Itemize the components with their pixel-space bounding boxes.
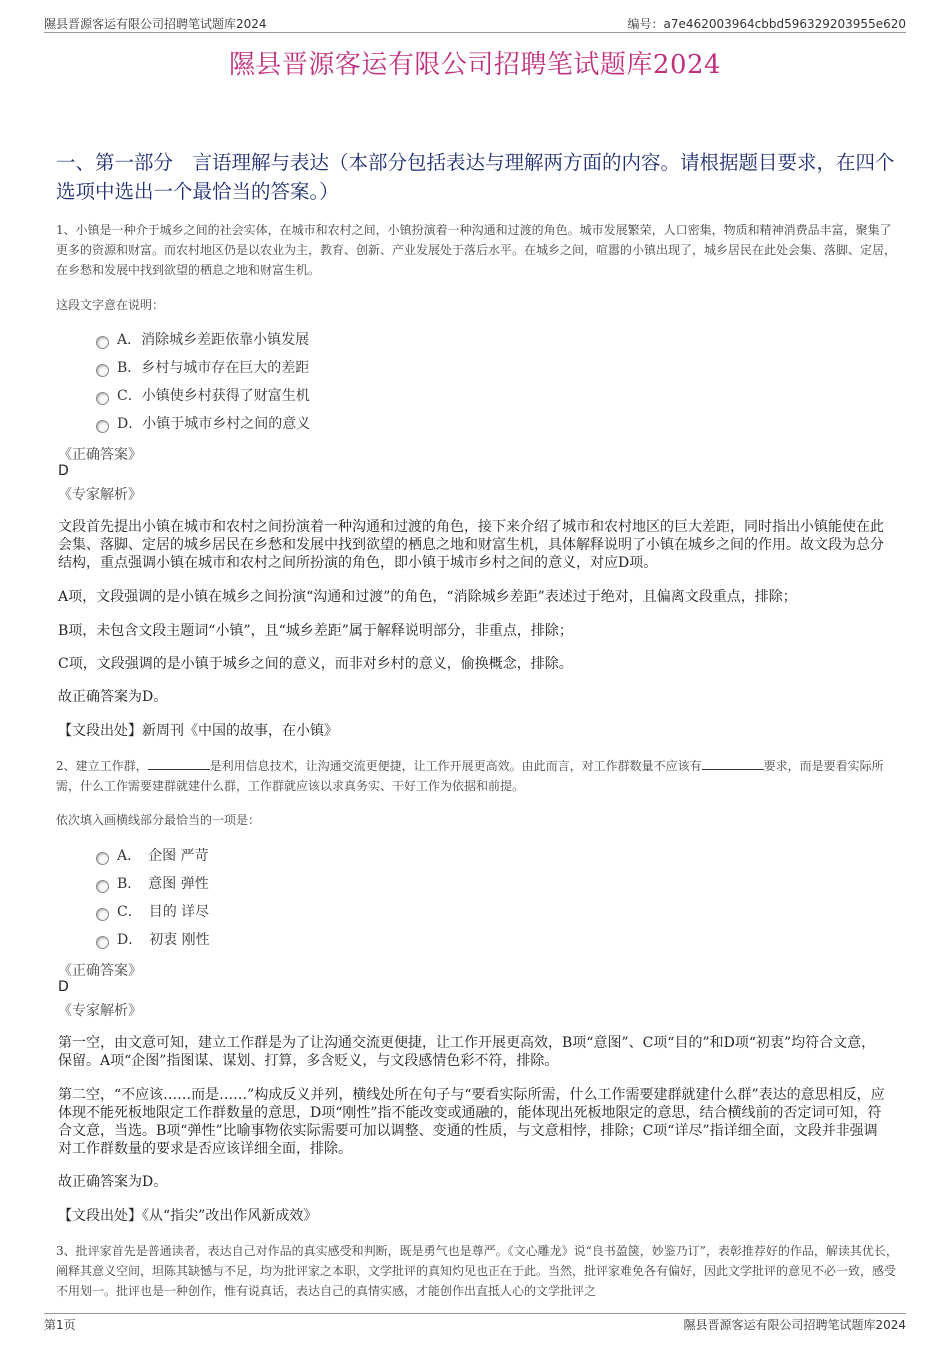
q2-analysis-p2: 第二空，“不应该……而是……”构成反义并列，横线处所在句子与“要看实际所需，什么工作需要建群就建什么群”表达的意思相反，应体现不能死板地限定工作群数量的意思，D项“刚性”指不能改变或通融的，能体现出死板地限定的意思，结合横线前的否定词可知，符合文意，当选。B项“弹性”比喻事物依实际需要可加以调整、变通的性质，与文意相悖，排除；C项“详尽”指详细全面，文段并非强调对工作群数量的要求是否应该详细全面，排除。 — [58, 1087, 885, 1157]
document-title: 隰县晋源客运有限公司招聘笔试题库2024 — [228, 50, 722, 80]
question-2-stem — [56, 756, 901, 796]
header-title: 隰县晋源客运有限公司招聘笔试题库2024 — [44, 17, 267, 31]
q2-analysis-p1: 第一空，由文意可知，建立工作群是为了让沟通交流更便捷，让工作开展更高效，B项“意图”、C项“目的”和D项“初衷”均符合文意，保留。A项“企图”指图谋、谋划、打算，多含贬义，与文段感情色彩不符，排除。 — [58, 1035, 876, 1069]
option-label: C．小镇使乡村获得了财富生机 — [117, 388, 310, 404]
option-label: D． 初衷 刚性 — [117, 932, 210, 948]
option-label: C． 目的 详尽 — [117, 904, 210, 920]
question-1-prompt: 这段文字意在说明： — [56, 298, 165, 312]
q2-answer: D — [58, 979, 69, 995]
page-number: 第1页 — [44, 1318, 76, 1332]
radio-icon[interactable] — [96, 392, 109, 405]
radio-icon[interactable] — [96, 336, 109, 349]
q2-option-d[interactable] — [96, 929, 210, 949]
option-label: B．乡村与城市存在巨大的差距 — [117, 360, 310, 376]
correct-answer-label: 《正确答案》 — [58, 447, 142, 463]
q1-analysis-p4: C项，文段强调的是小镇于城乡之间的意义，而非对乡村的意义，偷换概念，排除。 — [58, 656, 573, 672]
question-3-stem: 3、批评家首先是普通读者，表达自己对作品的真实感受和判断，既是勇气也是尊严。《文心雕龙》说“良书盈箧，妙鉴乃订”，表彰推荐好的作品，解读其优长，阐释其意义空间，坦陈其缺憾与不足，均为批评家之本职，文学批评的真知灼见也正在于此。当然，批评家难免各有偏好，因此文学批评的意见不必一致，感受不用划一。批评也是一种创作，惟有说真话，表达自己的真情实感，才能创作出直抵人心的文学批评之 — [56, 1244, 898, 1298]
q1-option-a[interactable] — [96, 329, 309, 349]
q2-source: 【文段出处】《从“指尖”改出作风新成效》 — [58, 1208, 318, 1224]
option-label: A． 企图 严苛 — [117, 848, 209, 864]
radio-icon[interactable] — [96, 908, 109, 921]
radio-icon[interactable] — [96, 364, 109, 377]
radio-icon[interactable] — [96, 880, 109, 893]
q2-stem-part-c: 要求，而是要看实际所需，什么工作需要建群就建什么群，工作群就应该以求真务实、干好工作为依据和前提。 — [56, 759, 884, 793]
expert-analysis-label: 《专家解析》 — [58, 1003, 142, 1019]
question-1-stem: 1、小镇是一种介于城乡之间的社会实体，在城市和农村之间，小镇扮演着一种沟通和过渡的角色。城市发展繁荣，人口密集，物质和精神消费品丰富，聚集了更多的资源和财富。而农村地区仍是以农业为主，教育、创新、产业发展处于落后水平。在城乡之间，喧嚣的小镇出现了，城乡居民在此处会集、落脚、定居，在乡愁和发展中找到欲望的栖息之地和财富生机。 — [56, 223, 897, 277]
q2-option-b[interactable] — [96, 873, 209, 893]
page-footer — [44, 1313, 906, 1334]
option-label: A．消除城乡差距依靠小镇发展 — [117, 332, 310, 348]
q1-option-d[interactable] — [96, 413, 310, 433]
header-doc-id: 编号：a7e462003964cbbd596329203955e620 — [627, 17, 906, 31]
radio-icon[interactable] — [96, 936, 109, 949]
option-label: D．小镇于城市乡村之间的意义 — [117, 416, 311, 432]
option-label: B． 意图 弹性 — [117, 876, 209, 892]
correct-answer-label: 《正确答案》 — [58, 963, 142, 979]
blank-2 — [702, 757, 764, 770]
q2-stem-part-b: 是利用信息技术，让沟通交流更便捷，让工作开展更高效。由此而言，对工作群数量不应该有 — [209, 759, 702, 773]
q2-option-c[interactable] — [96, 901, 209, 921]
q2-analysis-conclusion: 故正确答案为D。 — [58, 1174, 168, 1190]
q2-option-a[interactable] — [96, 845, 209, 865]
question-2-prompt: 依次填入画横线部分最恰当的一项是： — [56, 813, 261, 827]
page-header — [44, 12, 906, 33]
radio-icon[interactable] — [96, 852, 109, 865]
blank-1 — [148, 757, 210, 770]
radio-icon[interactable] — [96, 420, 109, 433]
q1-analysis-conclusion: 故正确答案为D。 — [58, 689, 168, 705]
section-heading: 一、第一部分 言语理解与表达（本部分包括表达与理解两方面的内容。请根据题目要求，在四个选项中选出一个最恰当的答案。） — [56, 151, 895, 203]
q1-analysis-p2: A项，文段强调的是小镇在城乡之间扮演“沟通和过渡”的角色，“消除城乡差距”表述过于绝对，且偏离文段重点，排除； — [58, 589, 797, 605]
q1-answer: D — [58, 463, 69, 479]
footer-title: 隰县晋源客运有限公司招聘笔试题库2024 — [683, 1318, 906, 1332]
q1-option-b[interactable] — [96, 357, 309, 377]
q1-option-c[interactable] — [96, 385, 310, 405]
q1-analysis-p1: 文段首先提出小镇在城市和农村之间扮演着一种沟通和过渡的角色，接下来介绍了城市和农村地区的巨大差距，同时指出小镇能使在此会集、落脚、定居的城乡居民在乡愁和发展中找到欲望的栖息之地和财富生机，具体解释说明了小镇在城乡之间的作用。故文段为总分结构，重点强调小镇在城市和农村之间所扮演的角色，即小镇于城市乡村之间的意义，对应D项。 — [58, 519, 884, 571]
expert-analysis-label: 《专家解析》 — [58, 487, 142, 503]
q1-analysis-p3: B项，未包含文段主题词“小镇”，且“城乡差距”属于解释说明部分，非重点，排除； — [58, 623, 573, 639]
q2-stem-part-a: 2、建立工作群， — [56, 759, 148, 773]
q1-source: 【文段出处】新周刊《中国的故事，在小镇》 — [58, 723, 338, 739]
